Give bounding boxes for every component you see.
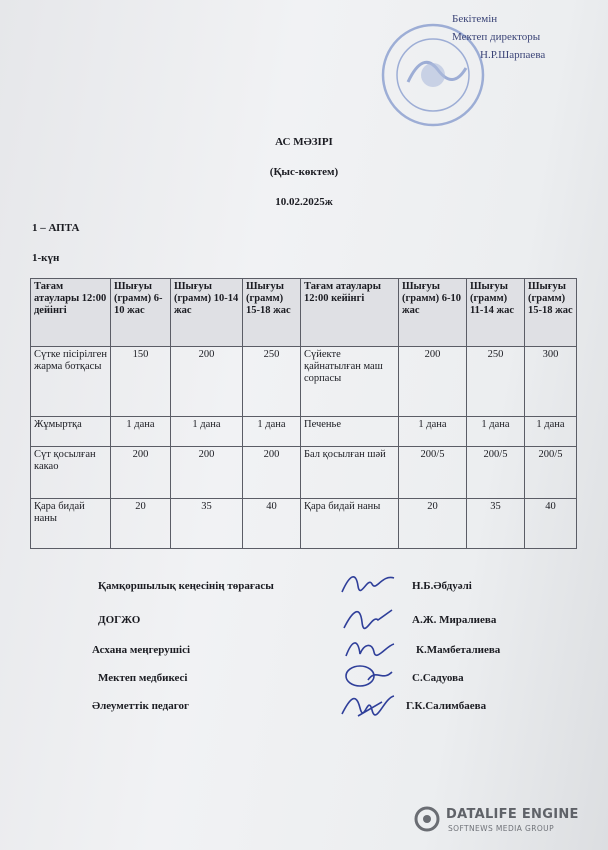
table-cell: Сүт қосылған какао bbox=[31, 447, 111, 499]
table-row bbox=[31, 447, 577, 499]
table-cell: Сүтке пісірілген жарма ботқасы bbox=[31, 347, 111, 417]
table-cell: 200/5 bbox=[399, 447, 467, 499]
table-cell: 250 bbox=[243, 347, 301, 417]
signature-name: А.Ж. Миралиева bbox=[412, 614, 497, 626]
menu-date: 10.02.2025ж bbox=[275, 196, 333, 208]
signature-position: ДОГЖО bbox=[98, 614, 141, 626]
signature-row bbox=[0, 580, 608, 610]
table-cell: 1 дана bbox=[243, 417, 301, 447]
signature-position: Әлеуметтік педагог bbox=[92, 700, 189, 712]
table-cell: 150 bbox=[111, 347, 171, 417]
signature-name: К.Мамбеталиева bbox=[416, 644, 501, 656]
datalife-logo-icon bbox=[414, 806, 440, 832]
table-cell: 1 дана bbox=[171, 417, 243, 447]
table-cell: Қара бидай наны bbox=[301, 499, 399, 549]
page-title: АС МӘЗІРІ bbox=[275, 136, 333, 148]
signature-name: Г.К.Салимбаева bbox=[406, 700, 487, 712]
handwritten-signature bbox=[338, 688, 398, 720]
table-cell: 200 bbox=[171, 347, 243, 417]
approval-line-2: Мектеп директоры bbox=[452, 31, 541, 43]
signature-row bbox=[0, 672, 608, 702]
header-cell: Тағам атаулары 12:00 дейінгі bbox=[31, 279, 111, 347]
header-cell: Шығуы (грамм) 6-10 жас bbox=[111, 279, 171, 347]
datalife-watermark bbox=[414, 802, 594, 838]
watermark-subtitle: SOFTNEWS MEDIA GROUP bbox=[448, 824, 554, 833]
header-cell: Шығуы (грамм) 15-18 жас bbox=[243, 279, 301, 347]
header-cell: Шығуы (грамм) 15-18 жас bbox=[525, 279, 577, 347]
signature-name: Н.Б.Әбдуәлі bbox=[412, 580, 472, 592]
signature-position: Мектеп медбикесі bbox=[98, 672, 188, 684]
header-cell: Тағам атаулары 12:00 кейінгі bbox=[301, 279, 399, 347]
header-cell: Шығуы (грамм) 6-10 жас bbox=[399, 279, 467, 347]
signature-row bbox=[0, 614, 608, 644]
header-cell: Шығуы (грамм) 10-14 жас bbox=[171, 279, 243, 347]
table-cell: 20 bbox=[111, 499, 171, 549]
table-cell: Печенье bbox=[301, 417, 399, 447]
table-cell: 40 bbox=[243, 499, 301, 549]
signature-row bbox=[0, 700, 608, 730]
table-cell: 1 дана bbox=[399, 417, 467, 447]
table-row bbox=[31, 499, 577, 549]
table-cell: 200 bbox=[399, 347, 467, 417]
header-cell: Шығуы (грамм) 11-14 жас bbox=[467, 279, 525, 347]
day-label: 1-күн bbox=[32, 252, 60, 264]
table-cell: 200 bbox=[243, 447, 301, 499]
table-cell: 20 bbox=[399, 499, 467, 549]
table-cell: 200/5 bbox=[467, 447, 525, 499]
approval-block bbox=[452, 10, 602, 64]
table-header-row bbox=[31, 279, 577, 347]
table-cell: Сүйекте қайнатылған маш сорпасы bbox=[301, 347, 399, 417]
signature-position: Қамқоршылық кеңесінің төрағасы bbox=[98, 580, 274, 592]
signature-position: Асхана меңгерушісі bbox=[92, 644, 191, 656]
table-cell: 300 bbox=[525, 347, 577, 417]
table-cell: 35 bbox=[467, 499, 525, 549]
approval-line-1: Бекітемін bbox=[452, 13, 498, 25]
signature-row bbox=[0, 644, 608, 674]
menu-table bbox=[30, 278, 577, 549]
signature-name: С.Садуова bbox=[412, 672, 464, 684]
table-row bbox=[31, 417, 577, 447]
table-cell: 250 bbox=[467, 347, 525, 417]
table-cell: Бал қосылған шәй bbox=[301, 447, 399, 499]
watermark-title: DATALIFE ENGINE bbox=[446, 807, 579, 822]
table-cell: Жұмыртқа bbox=[31, 417, 111, 447]
table-cell: Қара бидай наны bbox=[31, 499, 111, 549]
table-cell: 200 bbox=[111, 447, 171, 499]
table-cell: 200 bbox=[171, 447, 243, 499]
season-label: (Қыс-көктем) bbox=[269, 166, 339, 178]
table-cell: 1 дана bbox=[525, 417, 577, 447]
table-cell: 35 bbox=[171, 499, 243, 549]
table-cell: 1 дана bbox=[111, 417, 171, 447]
table-cell: 40 bbox=[525, 499, 577, 549]
approval-line-3: Н.Р.Шарпаева bbox=[480, 49, 546, 61]
week-label: 1 – АПТА bbox=[32, 222, 80, 234]
handwritten-signature bbox=[338, 568, 398, 600]
handwritten-signature bbox=[338, 602, 398, 634]
table-cell: 200/5 bbox=[525, 447, 577, 499]
table-row bbox=[31, 347, 577, 417]
table-cell: 1 дана bbox=[467, 417, 525, 447]
